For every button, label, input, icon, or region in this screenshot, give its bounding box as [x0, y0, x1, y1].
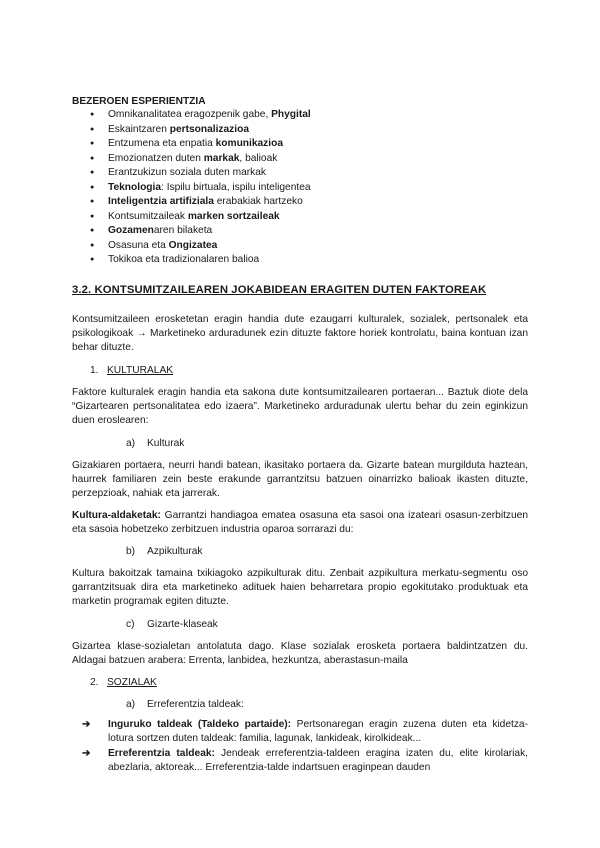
bullet-text: Eskaintzaren	[108, 123, 170, 135]
bullet-item	[72, 224, 528, 239]
sub-item-letter: a)	[126, 699, 136, 710]
paragraph-text: Garrantzi handiagoa ematea osasuna eta sasoi ona izateari osasun-zerbitzuen eta sasoia hobetzeko zerbitzuen industria oparoa sorrarazi du:	[72, 510, 528, 535]
bullet-bold-text: komunikazioa	[215, 138, 283, 149]
bullet-item	[72, 166, 528, 181]
arrow-right-icon: ➔	[82, 748, 91, 759]
sub-item-kulturak	[126, 437, 184, 451]
arrow-item-erreferentzia-taldeak	[82, 747, 528, 775]
bullet-bold-text: markak	[203, 152, 240, 164]
arrow-item-inguruko-taldeak	[82, 718, 528, 746]
bullet-text: Erantzukizun soziala duten markak	[108, 167, 266, 178]
bullet-bold-text: Phygital	[271, 109, 311, 120]
bullet-text: erabakiak hartzeko	[213, 196, 303, 207]
sub-item-label: Azpikulturak	[147, 546, 203, 557]
bullet-text: Kontsumitzaileak	[108, 210, 188, 222]
bullet-text: Entzumena eta enpatia	[108, 138, 216, 149]
item-number: 2.	[90, 677, 99, 688]
bullet-text: : Ispilu birtuala, ispilu inteligentea	[161, 181, 311, 193]
bullet-item	[72, 210, 528, 225]
bold-lead: Inguruko taldeak (Taldeko partaide):	[108, 719, 292, 730]
bold-lead: Erreferentzia taldeak:	[108, 748, 215, 759]
bullet-text: Osasuna eta	[108, 239, 169, 251]
bullet-bold-text: Gozamen	[108, 225, 154, 236]
list-item-sozialak	[90, 676, 157, 690]
bullet-text: Omnikanalitatea eragozpenik gabe,	[108, 109, 272, 120]
bullet-bold-text: marken sortzaileak	[187, 210, 280, 222]
paragraph-kultura-aldaketak	[72, 509, 528, 537]
bullet-text: Tokikoa eta tradizionalaren balioa	[108, 254, 260, 265]
item-label: SOZIALAK	[107, 677, 157, 688]
sub-item-label: Kulturak	[147, 438, 185, 449]
bullet-bold-text: Ongizatea	[168, 239, 218, 251]
paragraph-gizakiaren-portaera: Gizakiaren portaera, neurri handi batean, ikasitako portaera da. Gizarte batean murgilduta haztean, haurrek familiaren zein beste erakunde garrantzitsu batzuen oinarrizko balioak ikasten dituzte, perzepzioak, nahiak eta jarrerak.	[72, 460, 528, 499]
section-title: 3.2. KONTSUMITZAILEAREN JOKABIDEAN ERAGITEN DUTEN FAKTOREAK	[72, 284, 487, 296]
bullet-item	[72, 253, 528, 268]
sub-item-azpikulturak	[126, 545, 203, 559]
paragraph-text: Pertsonaregan eragin zuzena duten eta kidetza-lotura sortzen duten taldeak: familia, lagunak, lankideak, kirolkideak...	[108, 719, 528, 744]
paragraph-azpikulturak: Kultura bakoitzak tamaina txikiagoko azpikulturak ditu. Zenbait azpikultura merkatu-segmentu oso garrantzitsuak dira eta marketineko adituek haien beharretara propio egokitutako produktuak eta marketin programak egiten dituzte.	[72, 568, 528, 607]
bullet-text: , balioak	[239, 152, 278, 164]
sub-item-label: Erreferentzia taldeak:	[147, 699, 244, 710]
bullet-list	[72, 108, 528, 268]
bullet-text: Emozionatzen duten	[108, 152, 204, 164]
paragraph-text: Jendeak erreferentzia-taldeen eragina izaten du, elite kirolariak, abezlaria, aktoreak... Erreferentzia-talde indartsuen eraginpean dauden	[108, 748, 528, 773]
bullet-item	[72, 195, 528, 210]
sub-item-letter: b)	[126, 546, 136, 557]
sub-item-letter: c)	[126, 619, 135, 630]
sub-item-label: Gizarte-klaseak	[147, 619, 218, 630]
bullet-item	[72, 123, 528, 138]
bullet-bold-text: pertsonalizazioa	[169, 123, 249, 135]
list-item-kulturalak	[90, 364, 173, 378]
item-number: 1.	[90, 365, 99, 376]
bullet-item	[72, 239, 528, 254]
sub-item-gizarte-klaseak	[126, 618, 218, 632]
paragraph-faktore-kulturalak: Faktore kulturalek eragin handia eta sakona dute kontsumitzailearen portaeran... Baztuk diote dela “Gizartearen pertsonalitatea edo izaera”. Marketineko arduradunak ulertu behar du zein eginkizun duen eroslearen:	[72, 387, 528, 426]
bullet-bold-text: Teknologia	[108, 181, 162, 193]
bullet-bold-text: Inteligentzia artifiziala	[108, 196, 214, 207]
arrow-item-text	[108, 718, 528, 746]
bullet-item	[72, 108, 528, 123]
sub-item-erreferentzia-taldeak	[126, 698, 244, 712]
arrow-item-text	[108, 747, 528, 775]
bullet-item	[72, 152, 528, 167]
arrow-right-icon: ➔	[82, 719, 91, 730]
item-label: KULTURALAK	[107, 365, 174, 376]
bullet-item	[72, 137, 528, 152]
bullet-text: aren bilaketa	[153, 225, 213, 236]
intro-paragraph: Kontsumitzaileen erosketetan eragin handia dute ezaugarri kulturalek, sozialek, pertsonalek eta psikologikoak → Marketineko arduradunek ezin dituzte faktore horiek kontrolatu, baina kontuan izan behar dituzte.	[72, 314, 528, 353]
bullet-item	[72, 181, 528, 196]
sub-item-letter: a)	[126, 438, 136, 449]
heading-bezeroen-esperientzia: BEZEROEN ESPERIENTZIA	[72, 96, 206, 107]
bold-lead: Kultura-aldaketak:	[72, 510, 161, 521]
paragraph-gizarte-klaseak: Gizartea klase-sozialetan antolatuta dago. Klase sozialak erosketa portaera baldintzatzen du. Aldagai batzuen arabera: Errenta, lanbidea, hezkuntza, aberastasun-maila	[72, 641, 528, 666]
